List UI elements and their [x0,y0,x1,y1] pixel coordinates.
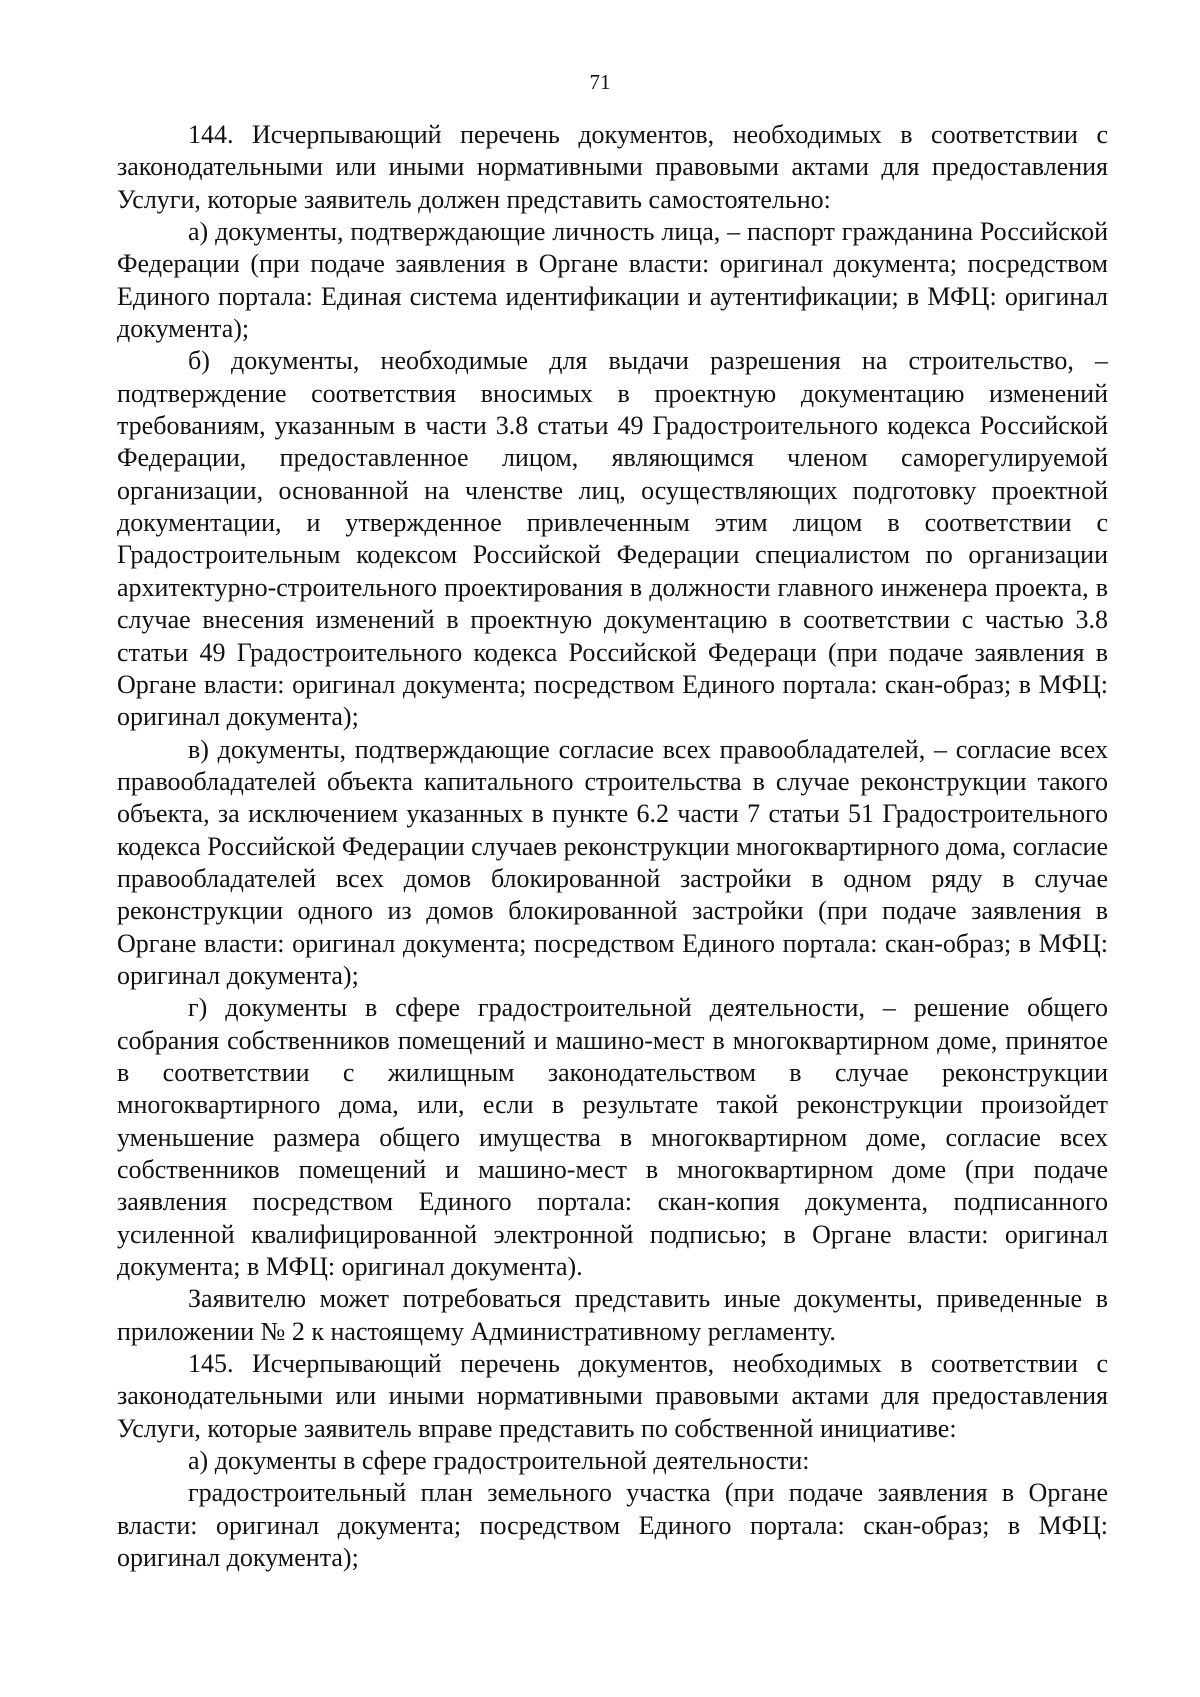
paragraph-144-g: г) документы в сфере градостроительной деятельности, – решение общего собрания собственников помещений и машино-мест в многоквартирном доме, принятое в соответствии с жилищным законодательством в случае реконструкции многоквартирного дома, или, если в результате такой реконструкции произойдет уменьшение размера общего имущества в многоквартирном доме, согласие всех собственников помещений и машино-мест в многоквартирном доме (при подаче заявления посредством Единого портала: скан-копия документа, подписанного усиленной квалифицированной электронной подписью; в Органе власти: оригинал документа; в МФЦ: оригинал документа). [117,993,1108,1282]
paragraph-144-intro: 144. Исчерпывающий перечень документов, необходимых в соответствии с законодательными или иными нормативными правовыми актами для предоставления Услуги, которые заявитель должен представить самостоятельно: [117,120,1108,214]
paragraph-145-intro: 145. Исчерпывающий перечень документов, необходимых в соответствии с законодательными или иными нормативными правовыми актами для предоставления Услуги, которые заявитель вправе представить по собственной инициативе: [117,1349,1108,1443]
page-number: 71 [589,70,611,94]
paragraph-144-v: в) документы, подтверждающие согласие всех правообладателей, – согласие всех правообладателей объекта капитального строительства в случае реконструкции такого объекта, за исключением указанных в пункте 6.2 части 7 статьи 51 Градостроительного кодекса Российской Федерации случаев реконструкции многоквартирного дома, согласие правообладателей всех домов блокированной застройки в одном ряду в случае реконструкции одного из домов блокированной застройки (при подаче заявления в Органе власти: оригинал документа; посредством Единого портала: скан-образ; в МФЦ: оригинал документа); [117,734,1108,990]
paragraph-144-a: а) документы, подтверждающие личность лица, – паспорт гражданина Российской Федерации (при подаче заявления в Органе власти: оригинал документа; посредством Единого портала: Единая система идентификации и аутентификации; в МФЦ: оригинал документа); [117,217,1108,344]
paragraph-additional-documents: Заявителю может потребоваться представить иные документы, приведенные в приложении № 2 к настоящему Административному регламенту. [117,1284,1108,1346]
paragraph-urban-plan: градостроительный план земельного участка (при подаче заявления в Органе власти: оригинал документа; посредством Единого портала: скан-образ; в МФЦ: оригинал документа); [117,1478,1108,1573]
paragraph-144-b: б) документы, необходимые для выдачи разрешения на строительство, – подтверждение соответствия вносимых в проектную документацию изменений требованиям, указанным в части 3.8 статьи 49 Градостроительного кодекса Российской Федерации, предоставленное лицом, являющимся членом саморегулируемой организации, основанной на членстве лиц, осуществляющих подготовку проектной документации, и утвержденное привлеченным этим лицом в соответствии с Градостроительным кодексом Российской Федерации специалистом по организации архитектурно-строительного проектирования в должности главного инженера проекта, в случае внесения изменений в проектную документацию в соответствии с частью 3.8 статьи 49 Градостроительного кодекса Российской Федераци (при подаче заявления в Органе власти: оригинал документа; посредством Единого портала: скан-образ; в МФЦ: оригинал документа); [117,346,1108,732]
paragraph-145-a: а) документы в сфере градостроительной деятельности: [188,1446,810,1476]
document-body [117,119,1108,1574]
